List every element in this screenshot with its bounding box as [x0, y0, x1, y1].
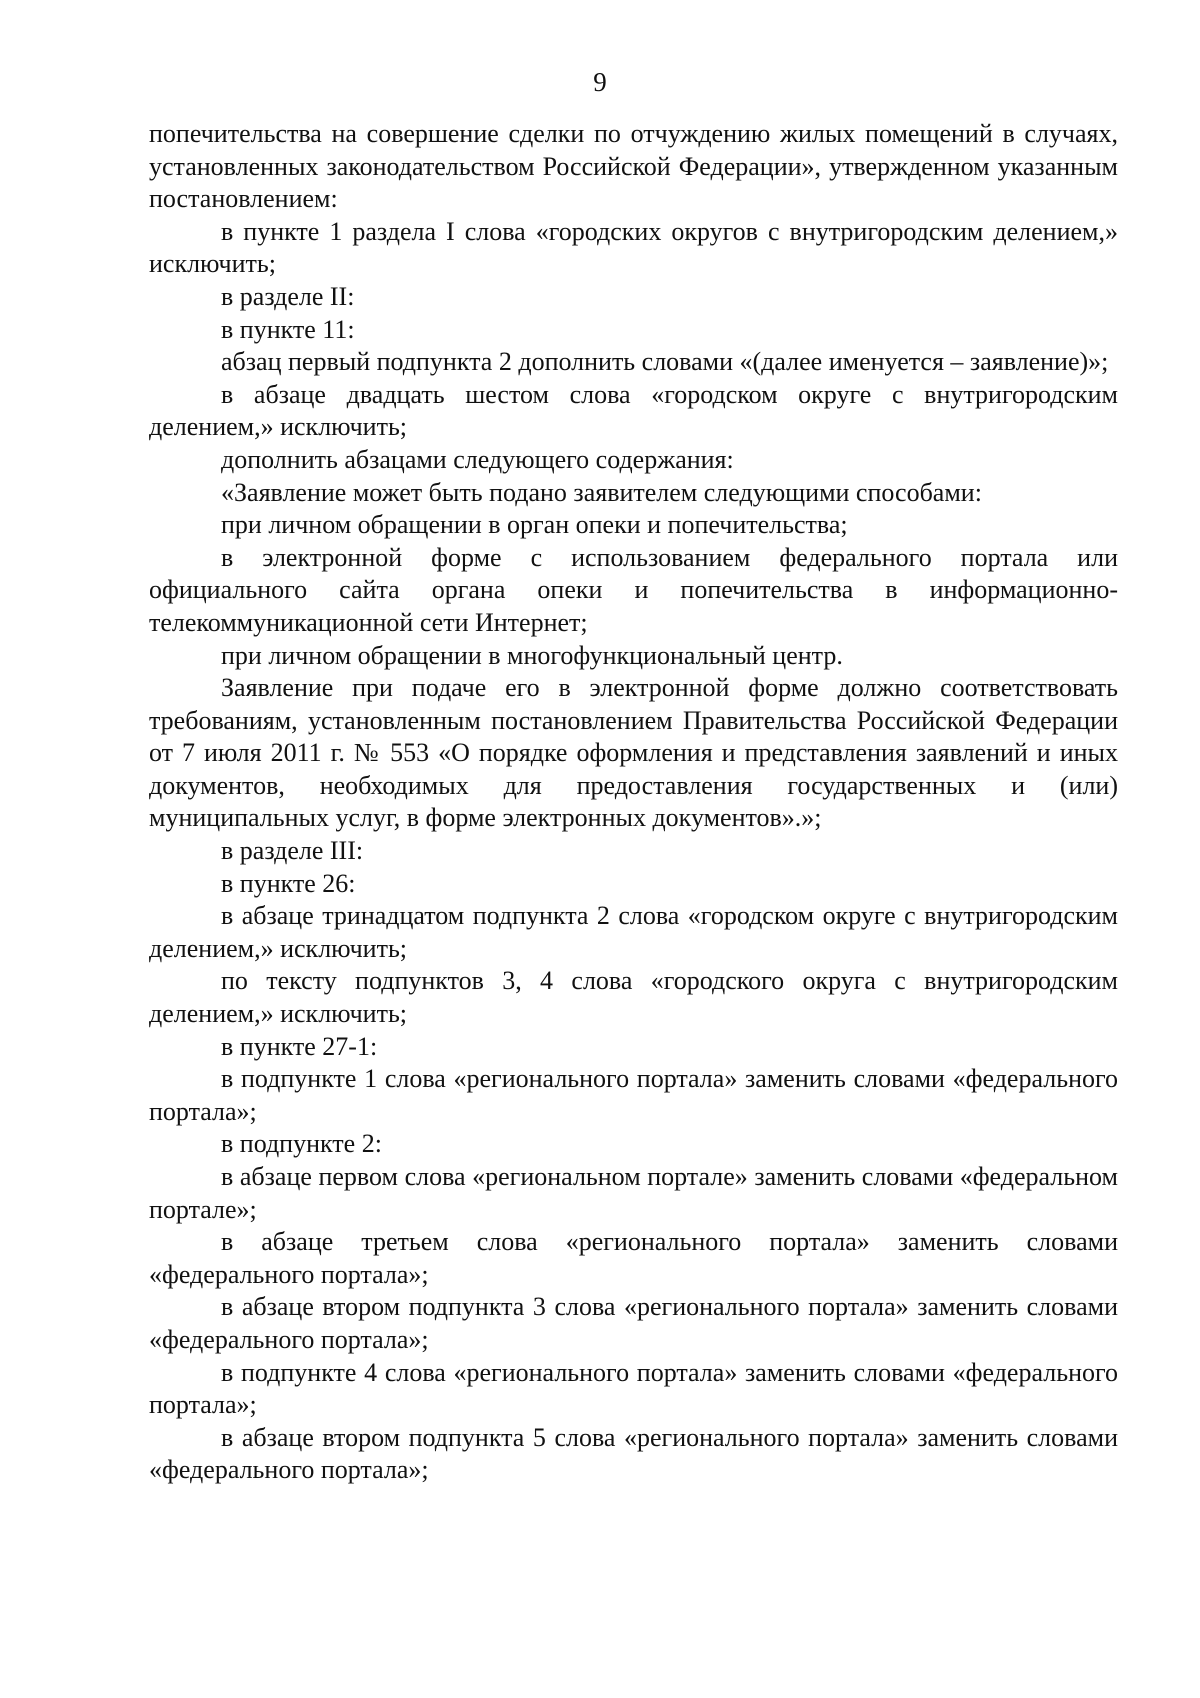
document-body	[149, 118, 1118, 1487]
paragraph: попечительства на совершение сделки по отчуждению жилых помещений в случаях, установленных законодательством Российской Федерации», утвержденном указанным постановлением:	[149, 119, 1118, 214]
paragraph: в электронной форме с использованием федерального портала или официального сайта органа опеки и попечительства в информационно-телекоммуникационной сети Интернет;	[149, 542, 1118, 637]
paragraph: в разделе III:	[221, 836, 364, 866]
paragraph: в абзаце втором подпункта 5 слова «регионального портала» заменить словами «федерального портала»;	[149, 1422, 1118, 1485]
paragraph: в пункте 26:	[221, 868, 356, 898]
page-number: 9	[593, 67, 607, 97]
paragraph: в абзаце первом слова «региональном портале» заменить словами «федеральном портале»;	[149, 1162, 1118, 1224]
paragraph: в абзаце двадцать шестом слова «городском округе с внутригородским делением,» исключить;	[149, 379, 1118, 442]
paragraph: дополнить абзацами следующего содержания:	[221, 444, 734, 474]
paragraph: в абзаце тринадцатом подпункта 2 слова «городском округе с внутригородским делением,» исключить;	[149, 901, 1118, 963]
paragraph: при личном обращении в орган опеки и попечительства;	[221, 510, 848, 540]
paragraph: «Заявление может быть подано заявителем следующими способами:	[221, 477, 982, 507]
paragraph: в пункте 1 раздела I слова «городских округов с внутригородским делением,» исключить;	[149, 216, 1118, 279]
paragraph: в подпункте 2:	[221, 1129, 382, 1159]
paragraph: в подпункте 1 слова «регионального портала» заменить словами «федерального портала»;	[149, 1064, 1118, 1126]
paragraph: в абзаце втором подпункта 3 слова «регионального портала» заменить словами «федерального портала»;	[149, 1292, 1118, 1354]
paragraph: в пункте 11:	[221, 314, 355, 344]
paragraph: в абзаце третьем слова «регионального портала» заменить словами «федерального портала»;	[149, 1227, 1118, 1289]
paragraph: по тексту подпунктов 3, 4 слова «городского округа с внутригородским делением,» исключить;	[149, 966, 1118, 1029]
paragraph: в подпункте 4 слова «регионального портала» заменить словами «федерального портала»;	[149, 1357, 1118, 1420]
paragraph: при личном обращении в многофункциональный центр.	[221, 640, 843, 670]
paragraph: в разделе II:	[221, 281, 355, 311]
paragraph: абзац первый подпункта 2 дополнить словами «(далее именуется – заявление)»;	[221, 347, 1109, 377]
paragraph: в пункте 27-1:	[221, 1031, 378, 1061]
paragraph: Заявление при подаче его в электронной форме должно соответствовать требованиям, установленным постановлением Правительства Российской Федерации от 7 июля 2011 г. № 553 «О порядке оформления и представления заявлений и иных документов, необходимых для предоставления государственных и (или) муниципальных услуг, в форме электронных документов».»;	[149, 673, 1118, 833]
